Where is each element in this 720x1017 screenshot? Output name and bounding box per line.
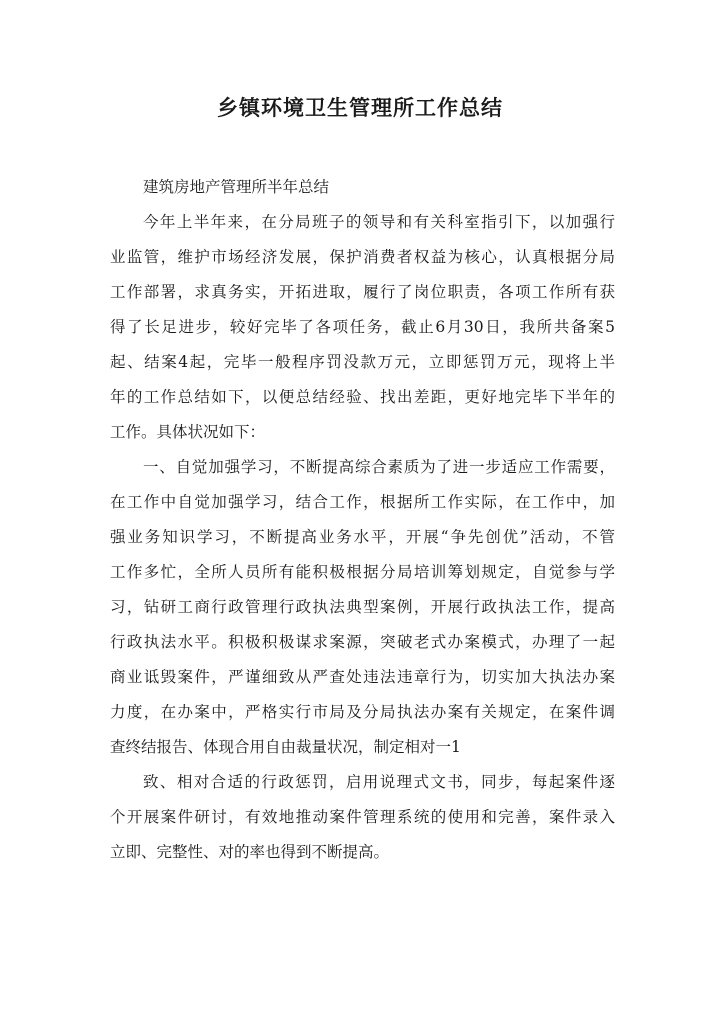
text-line: 强业务知识学习，不断提高业务水平，开展“争先创优”活动，不管 [110, 528, 615, 546]
text-line: 一、自觉加强学习，不断提高综合素质为了进一步适应工作需要， [143, 458, 615, 476]
text-line: 力度，在办案中，严格实行市局及分局执法办案有关规定，在案件调 [110, 703, 615, 721]
text-line: 工作。具体状况如下： [110, 423, 266, 441]
text-line: 个开展案件研讨，有效地推动案件管理系统的使用和完善，案件录入 [110, 808, 615, 826]
text-line: 在工作中自觉加强学习，结合工作，根据所工作实际，在工作中，加 [110, 493, 615, 511]
document-title: 乡镇环境卫生管理所工作总结 [217, 95, 503, 120]
text-line: 业监管，维护市场经济发展，保护消费者权益为核心，认真根据分局 [110, 248, 615, 266]
text-line: 致、相对合适的行政惩罚，启用说理式文书，同步，每起案件逐 [143, 773, 615, 791]
text-line: 工作多忙，全所人员所有能积极根据分局培训筹划规定，自觉参与学 [110, 563, 615, 581]
text-line: 年的工作总结如下，以便总结经验、找出差距，更好地完毕下半年的 [110, 388, 615, 406]
text-line: 查终结报告、体现合用自由裁量状况，制定相对一1 [110, 738, 461, 756]
text-line: 建筑房地产管理所半年总结 [143, 178, 330, 196]
text-line: 习，钻研工商行政管理行政执法典型案例，开展行政执法工作，提高 [110, 598, 615, 616]
text-line: 行政执法水平。积极积极谋求案源，突破老式办案模式，办理了一起 [110, 633, 615, 651]
text-line: 立即、完整性、对的率也得到不断提高。 [110, 843, 390, 861]
text-line: 起、结案4起，完毕一般程序罚没款万元，立即惩罚万元，现将上半 [110, 353, 615, 371]
text-line: 得了长足进步，较好完毕了各项任务，截止6月30日，我所共备案5 [110, 318, 615, 336]
text-line: 今年上半年来，在分局班子的领导和有关科室指引下，以加强行 [143, 213, 615, 231]
text-line: 商业诋毁案件，严谨细致从严查处违法违章行为，切实加大执法办案 [110, 668, 615, 686]
document-body [110, 170, 615, 870]
text-line: 工作部署，求真务实，开拓进取，履行了岗位职责，各项工作所有获 [110, 283, 615, 301]
